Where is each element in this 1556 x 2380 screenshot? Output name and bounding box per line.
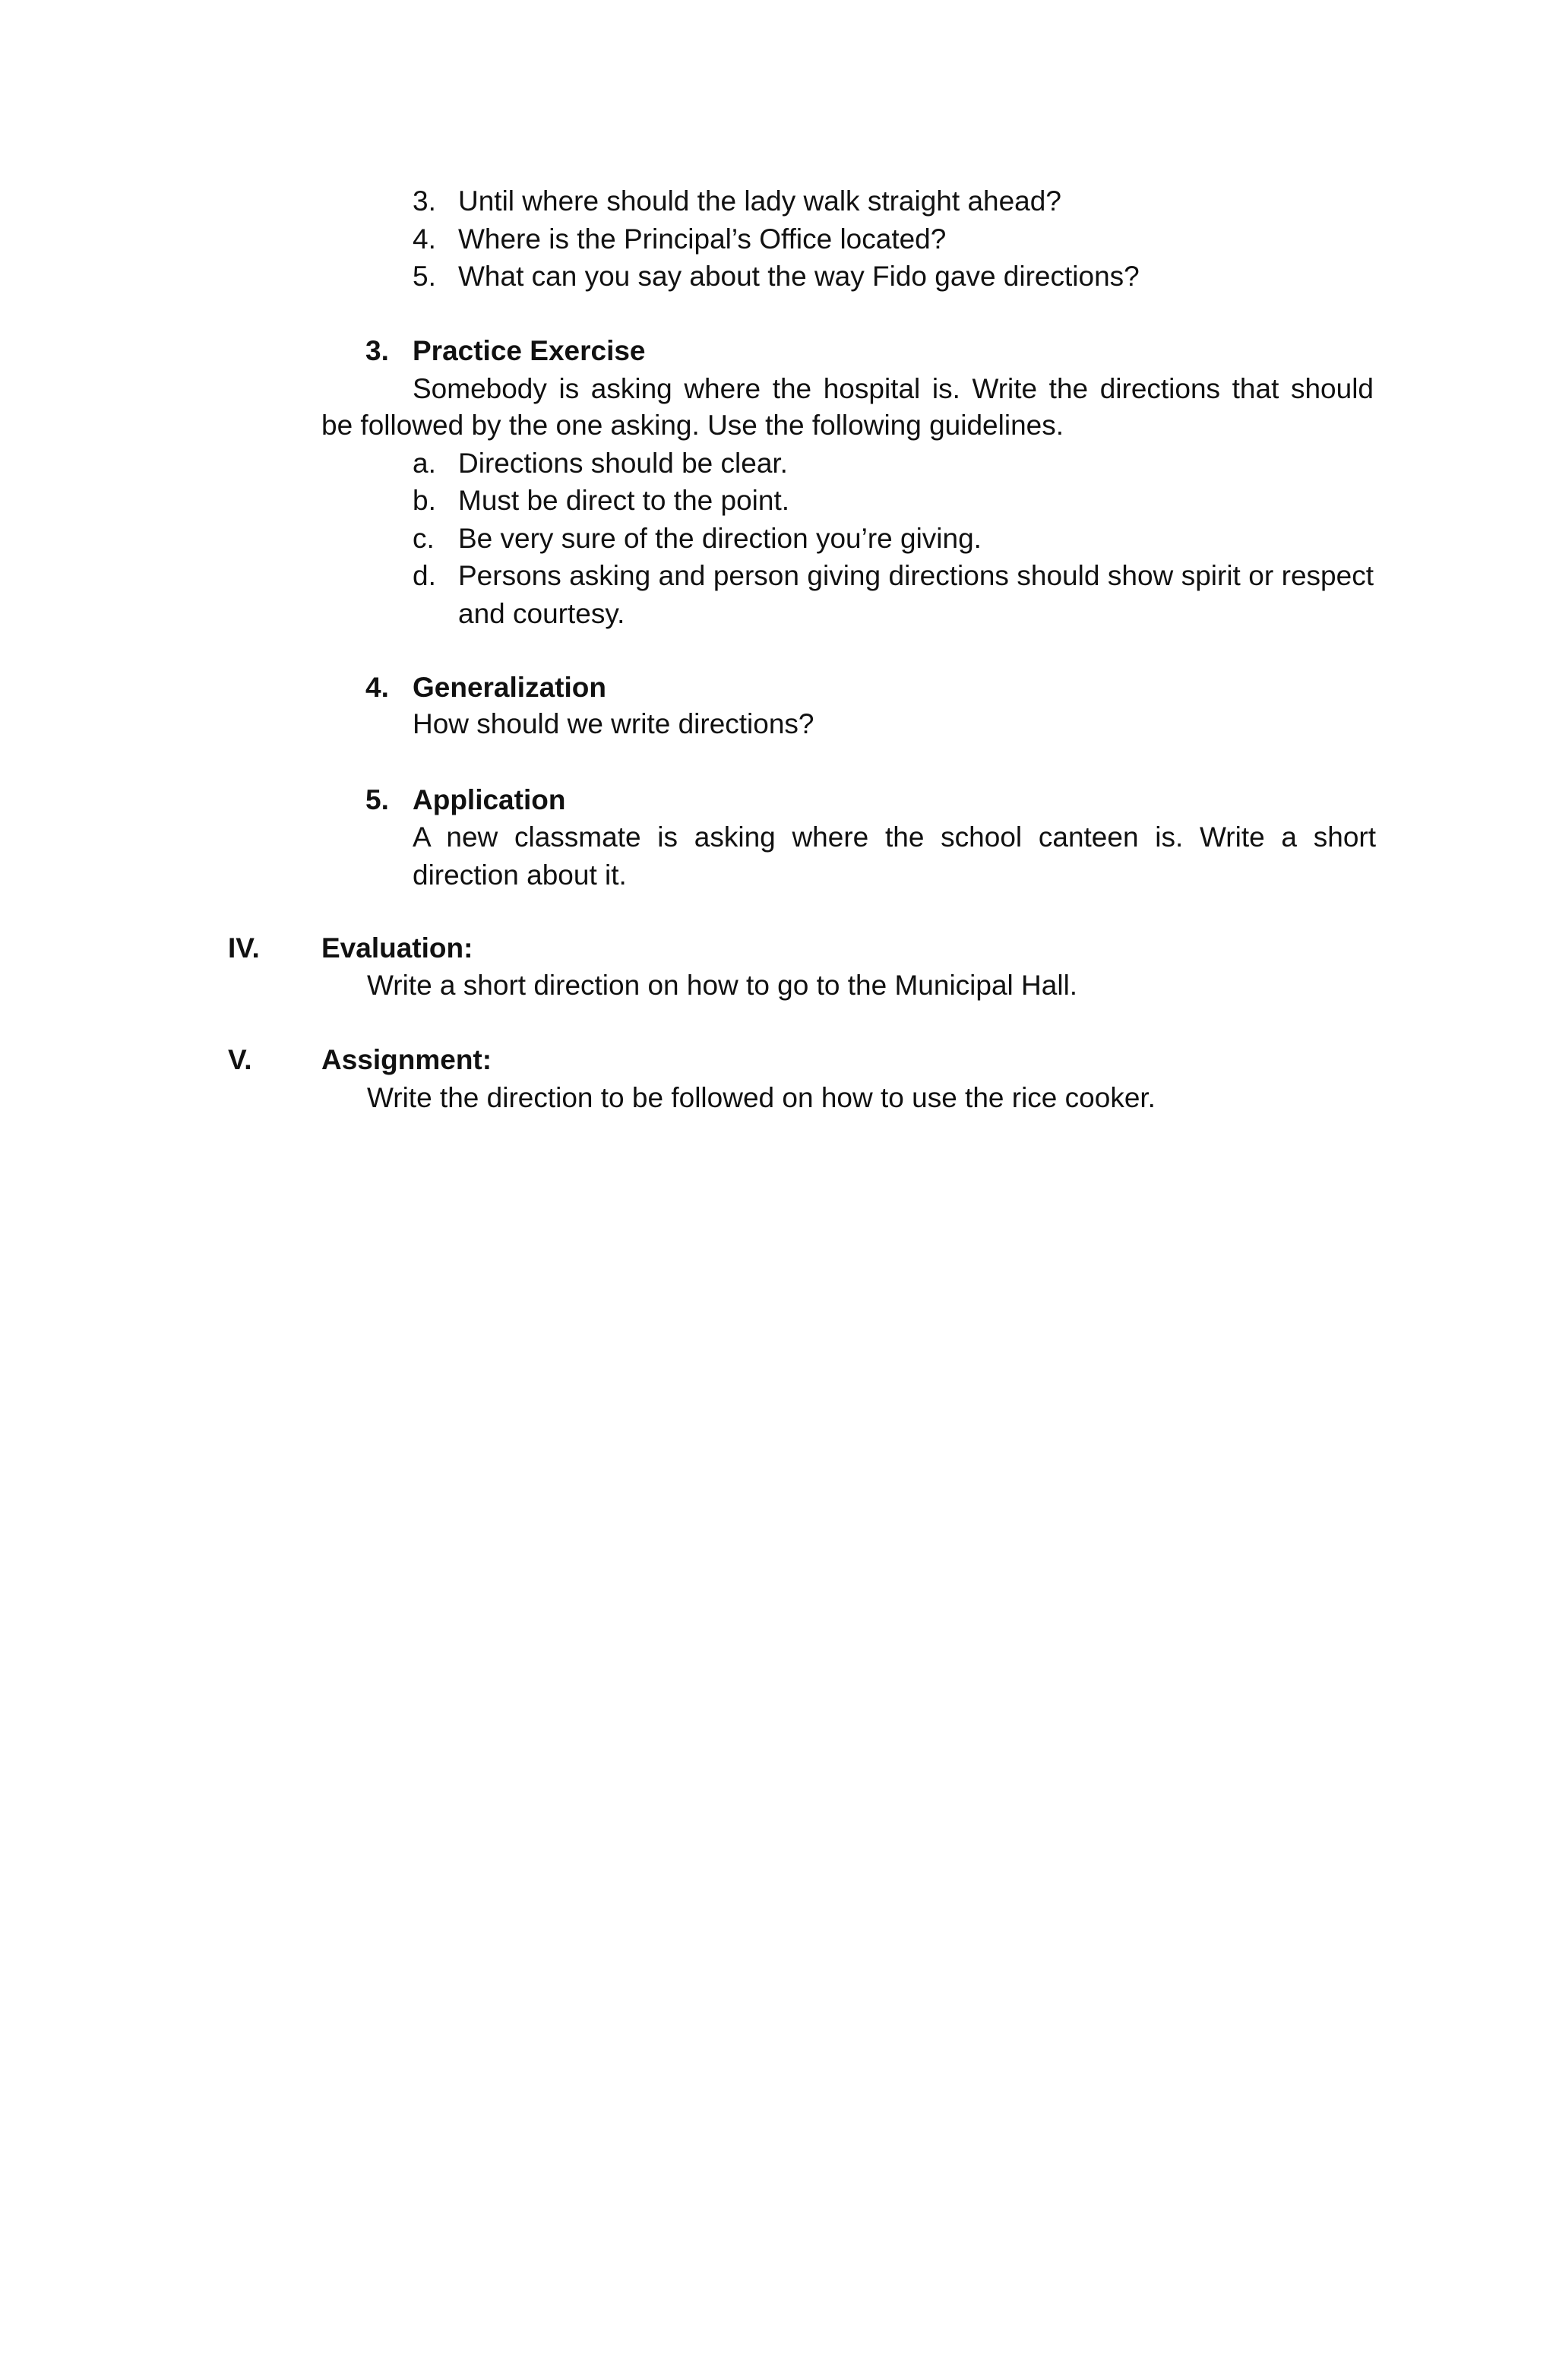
guideline-d-continuation: and courtesy. <box>458 598 625 629</box>
question-4-number: 4. <box>413 223 436 255</box>
guideline-c-letter: c. <box>413 523 435 554</box>
application-title: Application <box>413 784 566 815</box>
practice-title: Practice Exercise <box>413 335 646 366</box>
question-3-text: Until where should the lady walk straight ahead? <box>458 185 1061 217</box>
evaluation-title: Evaluation: <box>321 932 473 964</box>
application-line-1: A new classmate is asking where the school canteen is. Write a short <box>413 821 1376 853</box>
assignment-title: Assignment: <box>321 1044 492 1075</box>
question-5-text: What can you say about the way Fido gave directions? <box>458 261 1140 292</box>
practice-paragraph-line-1: Somebody is asking where the hospital is. Write the directions that should <box>413 373 1374 404</box>
guideline-a-letter: a. <box>413 448 436 479</box>
evaluation-text: Write a short direction on how to go to the Municipal Hall. <box>367 970 1078 1001</box>
question-3-number: 3. <box>413 185 436 217</box>
practice-number: 3. <box>365 335 389 366</box>
generalization-title: Generalization <box>413 672 606 703</box>
assignment-numeral: V. <box>228 1044 252 1075</box>
generalization-text: How should we write directions? <box>413 708 814 739</box>
guideline-c-text: Be very sure of the direction you’re giving. <box>458 523 982 554</box>
question-4-text: Where is the Principal’s Office located? <box>458 223 947 255</box>
practice-paragraph-line-2: be followed by the one asking. Use the following guidelines. <box>321 410 1064 441</box>
guideline-d-letter: d. <box>413 560 436 591</box>
assignment-text: Write the direction to be followed on how to use the rice cooker. <box>367 1082 1156 1113</box>
guideline-b-letter: b. <box>413 485 436 516</box>
guideline-b-text: Must be direct to the point. <box>458 485 790 516</box>
guideline-d-text: Persons asking and person giving directions should show spirit or respect <box>458 560 1374 591</box>
application-number: 5. <box>365 784 389 815</box>
generalization-number: 4. <box>365 672 389 703</box>
question-5-number: 5. <box>413 261 436 292</box>
application-line-2: direction about it. <box>413 859 627 891</box>
evaluation-numeral: IV. <box>228 932 260 964</box>
guideline-a-text: Directions should be clear. <box>458 448 788 479</box>
